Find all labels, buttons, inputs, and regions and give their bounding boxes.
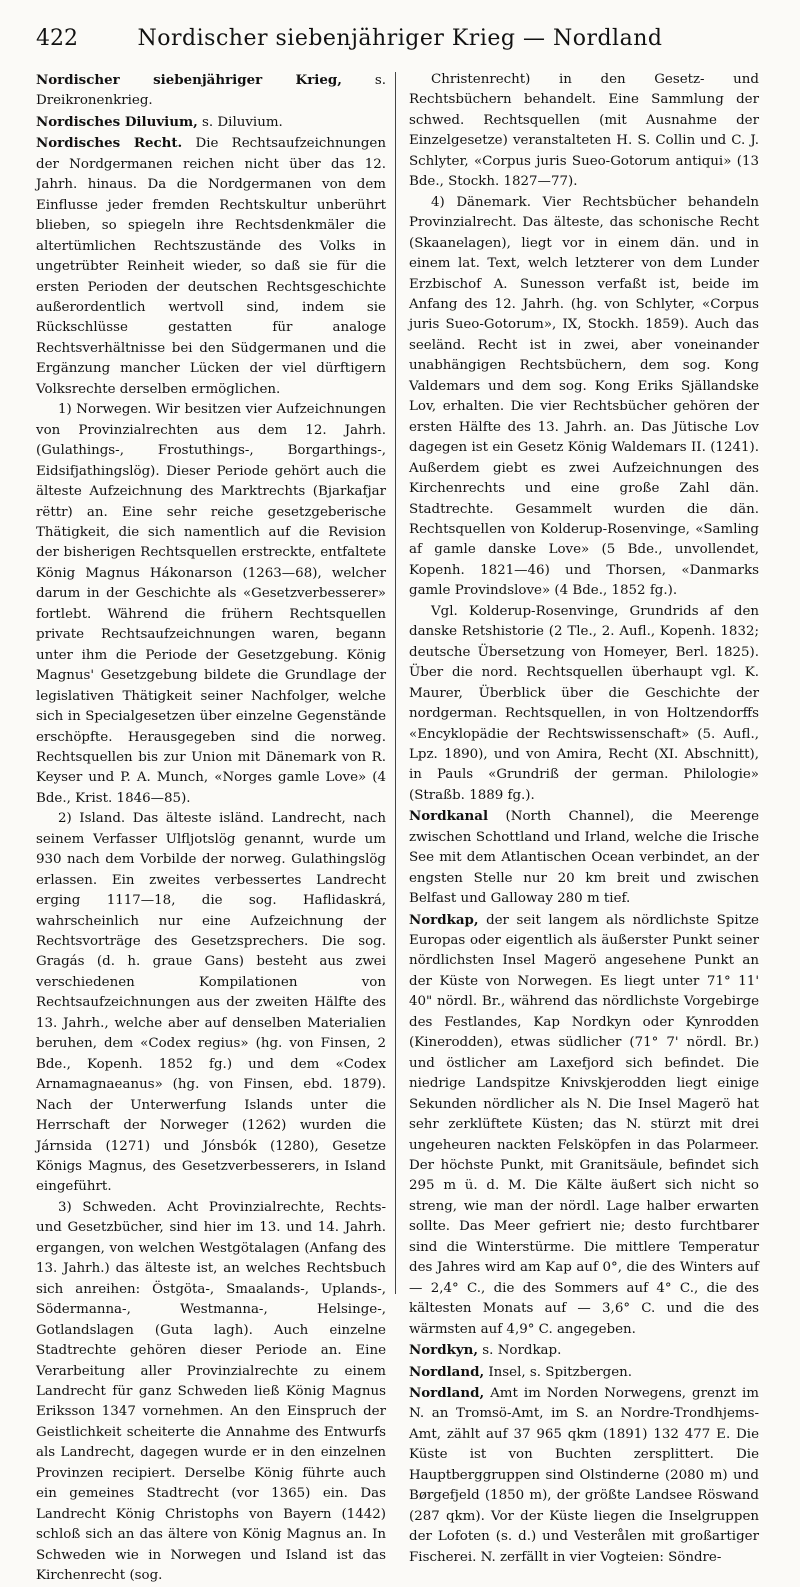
dictionary-entry [409, 1383, 759, 1568]
column-divider [395, 72, 396, 1294]
entry-text: s. Nordkap. [478, 1343, 562, 1359]
entry-text: s. Dreikronenkrieg. [36, 73, 386, 109]
entry-headword: Nordland, [409, 1363, 485, 1380]
entry-headword: Nordischer siebenjähriger Krieg, [36, 72, 342, 88]
entry-headword: Nordisches Diluvium, [36, 113, 198, 130]
entry-text: (North Channel), die Meerenge zwischen Schottland und Irland, welche die Irische See mit dem Atlantischen Ocean verbindet, an der engsten Stelle nur 20 km breit und zwischen Belfast und Galloway 280 m tief. [409, 809, 759, 907]
entry-text: 2) Island. Das älteste isländ. Landrecht, nach seinem Verfasser Ulfljotslög genannt, wurde um 930 nach dem Vorbilde der norweg. Gulathingslög erlassen. Ein zweites verbessertes Landrecht erging 1117—18, die sog. Haflidaskrá, wahrscheinlich nur eine Aufzeichnung der Rechtsvorträge des Gesetzsprechers. Die sog. Gragás (d. h. graue Gans) besteht aus zwei verschiedenen Kompilationen von Rechtsaufzeichnungen aus der zweiten Hälfte des 13. Jahrh., welche aber auf denselben Materialien beruhen, dem «Codex regius» (hg. von Finsen, 2 Bde., Kopenh. 1852 fg.) und dem «Codex Arnamagnaeanus» (hg. von Finsen, ebd. 1879). Nach der Unterwerfung Islands unter die Herrschaft der Norweger (1262) wurden die Járnsida (1271) und Jónsbók (1280), Gesetze Königs Magnus, des Gesetzverbesserers, in Island eingeführt. [36, 811, 386, 1195]
dictionary-entry [36, 70, 386, 112]
entry-headword: Nordkanal [409, 808, 489, 825]
entry-paragraph [36, 400, 386, 809]
right-column [409, 70, 759, 1568]
entry-text: 3) Schweden. Acht Provinzialrechte, Rechts- und Gesetzbücher, sind hier im 13. und 14. Jahrh. ergangen, von welchen Westgötalagen (Anfang des 13. Jahrh.) das älteste ist, an welches Rechtsbuch sich anreihen: Östgöta-, Smaalands-, Uplands-, Södermanna-, Westmanna-, Helsinge-, Gotlandslagen (Guta lagh). Auch einzelne Stadtrechte gehören dieser Periode an. Eine Verarbeitung aller Provinzialrechte zu einem Landrecht für ganz Schweden ließ König Magnus Eriksson 1347 vornehmen. An den Einspruch der Geistlichkeit scheiterte die Annahme des Entwurfs als Landrecht, dagegen wurde er in den einzelnen Provinzen recipiert. Derselbe König führte auch ein gemeines Stadtrecht (vor 1365) ein. Das Landrecht König Christophs von Bayern (1442) schloß sich an das ältere von König Magnus an. In Schweden wie in Norwegen und Island ist das Kirchenrecht (sog. [36, 1199, 386, 1584]
page-number: 422 [36, 26, 78, 51]
running-head: Nordischer siebenjähriger Krieg — Nordland [137, 26, 663, 51]
entry-headword: Nordkap, [409, 911, 479, 928]
entry-text: 1) Norwegen. Wir besitzen vier Aufzeichnungen von Provinzialrechten aus dem 12. Jahrh. (Gulathings-, Frostuthings-, Borgarthings-, Eidsifjathingslög). Dieser Periode gehört auch die älteste Aufzeichnung des Marktrechts (Bjarkafjar rëttr) an. Eine sehr reiche gesetzgeberische Thätigkeit, die sich namentlich auf die Revision der bisherigen Rechtsquellen erstreckte, entfaltete König Magnus Hákonarson (1263—68), welcher darum in der Geschichte als «Gesetzverbesserer» fortlebt. Während die frühern Rechtsquellen private Rechtsaufzeichnungen waren, begann unter ihm die Periode der Gesetzgebung. König Magnus' Gesetzgebung bildete die Grundlage der legislativen Thätigkeit seiner Nachfolger, welche sich in Specialgesetzen über einzelne Gegenstände erschöpfte. Herausgegeben sind die norweg. Rechtsquellen bis zur Union mit Dänemark von R. Keyser und P. A. Munch, «Norges gamle Love» (4 Bde., Krist. 1846—85). [36, 402, 386, 806]
entry-headword: Nordland, [409, 1385, 485, 1401]
entry-paragraph [36, 809, 386, 1198]
entry-text: Die Rechtsaufzeichnungen der Nordgermanen reichen nicht über das 12. Jahrh. hinaus. Da die Nordgermanen von dem Einflusse jeder fremden Rechtskultur unberührt blieben, so spiegeln ihre Rechtsdenkmäler die altertümlichen Rechtszustände des Volks in ungetrübter Reinheit wieder, so daß sie für die ersten Perioden der deutschen Rechtsgeschichte außerordentlich wertvoll sind, indem sie Rückschlüsse gestatten für analoge Rechtsverhältnisse bei den Südgermanen und die Ergänzung mancher Lücken der viel dürftigern Volksrechte derselben ermöglichen. [36, 136, 386, 397]
entry-text: 4) Dänemark. Vier Rechtsbücher behandeln Provinzialrecht. Das älteste, das schonische Recht (Skaanelagen), liegt vor in einem dän. und in einem lat. Text, welch letzterer von dem Lunder Erzbischof A. Sunesson verfaßt ist, beide im Anfang des 12. Jahrh. (hg. von Schlyter, «Corpus juris Sueo-Gotorum», IX, Stockh. 1859). Auch das seeländ. Recht ist in zwei, aber voneinander unabhängigen Rechtsbüchern, dem sog. Kong Valdemars und dem sog. Kong Eriks Själlandske Lov, erhalten. Die vier Rechtsbücher gehören der ersten Hälfte des 13. Jahrh. an. Das Jütische Lov dagegen ist ein Gesetz König Waldemars II. (1241). Außerdem giebt es zwei Aufzeichnungen des Kirchenrechts und eine große Zahl dän. Stadtrechte. Gesammelt wurden die dän. Rechtsquellen von Kolderup-Rosenvinge, «Samling af gamle danske Love» (5 Bde., unvollendet, Kopenh. 1821—46) und Thorsen, «Danmarks gamle Provindslove» (4 Bde., 1852 fg.). [409, 194, 759, 599]
dictionary-entry [36, 133, 386, 400]
entry-text: Insel, s. Spitzbergen. [484, 1364, 633, 1380]
entry-paragraph [36, 1198, 386, 1587]
entry-text: s. Diluvium. [197, 114, 283, 130]
dictionary-entry [409, 1340, 759, 1361]
dictionary-entry [36, 112, 386, 133]
dictionary-entry [409, 910, 759, 1341]
page-header [36, 26, 764, 56]
entry-paragraph [409, 193, 759, 602]
entry-text: Vgl. Kolderup-Rosenvinge, Grundrids af den danske Retshistorie (2 Tle., 2. Aufl., Kopenh. 1832; deutsche Übersetzung von Homeyer, Berl. 1825). Über die nord. Rechtsquellen überhaupt vgl. K. Maurer, Überblick über die Geschichte der nordgerman. Rechtsquellen, in von Holtzendorffs «Encyklopädie der Rechtswissenschaft» (5. Aufl., Lpz. 1890), und von Amira, Recht (XI. Abschnitt), in Pauls «Grundriß der german. Philologie» (Straßb. 1889 fg.). [409, 603, 759, 803]
entry-headword: Nordisches Recht. [36, 135, 183, 152]
entry-text: der seit langem als nördlichste Spitze Europas oder eigentlich als äußerster Punkt seiner nördlichsten Insel Magerö angesehene Punkt an der Küste von Norwegen. Es liegt unter 71° 11' 40" nördl. Br., während das nördlichste Vorgebirge des Festlandes, Kap Nordkyn oder Kynrodden (Kinerodden), etwas südlicher (71° 7' nördl. Br.) und östlicher am Laxefjord sich befindet. Die niedrige Landspitze Knivskjerodden liegt einige Sekunden nördlicher als N. Die Insel Magerö hat sehr zerklüftete Küsten; das N. stürzt mit drei ungeheuren nackten Felsköpfen in das Polarmeer. Der höchste Punkt, mit Granitsäule, befindet sich 295 m ü. d. M. Die Kälte äußert sich nicht so streng, wie man der nördl. Lage halber erwarten sollte. Das Meer gefriert nie; desto furchtbarer sind die Winterstürme. Die mittlere Temperatur des Jahres wird am Kap auf 0°, die des Winters auf — 2,4° C., die des Sommers auf 4° C., die des kältesten Monats auf — 3,6° C. und die des wärmsten auf 4,9° C. angegeben. [409, 912, 759, 1337]
entry-headword: Nordkyn, [409, 1342, 479, 1359]
dictionary-entry [409, 1362, 759, 1383]
entry-paragraph [409, 70, 759, 193]
entry-paragraph [409, 602, 759, 807]
left-column [36, 70, 386, 1587]
dictionary-entry [409, 806, 759, 909]
entry-text: Christenrecht) in den Gesetz- und Rechtsbüchern behandelt. Eine Sammlung der schwed. Rechtsquellen (mit Ausnahme der Einzelgesetze) veranstalteten H. S. Collin und C. J. Schlyter, «Corpus juris Sueo-Gotorum antiqui» (13 Bde., Stockh. 1827—77). [409, 72, 759, 190]
entry-text: Amt im Norden Norwegens, grenzt im N. an Tromsö-Amt, im S. an Nordre-Trondhjems-Amt, zählt auf 37 965 qkm (1891) 132 477 E. Die Küste ist von Buchten zersplittert. Die Hauptberggruppen sind Olstinderne (2080 m) und Børgefjeld (1850 m), der größte Landsee Röswand (287 qkm). Vor der Küste liegen die Inselgruppen der Lofoten (s. d.) und Vesterålen mit großartiger Fischerei. N. zerfällt in vier Vogteien: Söndre- [409, 1386, 759, 1565]
